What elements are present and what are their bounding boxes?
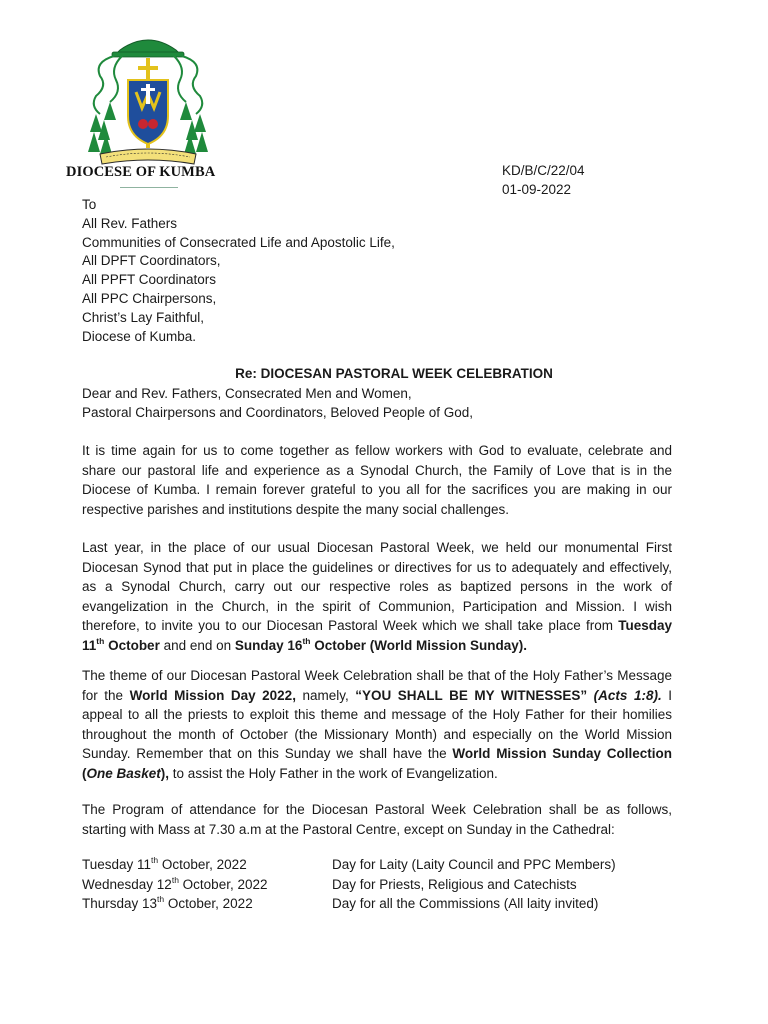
end-date [234, 635, 527, 653]
paragraph-text: The theme of our Diocesan Pastoral Week Celebration shall be that of the Holy Father’s Message for the [82, 668, 672, 703]
start-date-month: October [104, 637, 160, 653]
recipients-block [82, 196, 395, 346]
ordinal-suffix: th [302, 635, 311, 646]
address-line: All Rev. Fathers [82, 215, 178, 231]
date-day: Thursday 13 [82, 896, 158, 911]
paragraph-text: I appeal to all the priests to exploit this theme and message of the Holy Father for their homilies throughout the month of October (the Missionary Month) and especially on the World Mission Sunday. Remember that on this Sunday we shall have the [82, 687, 672, 762]
diocese-name: DIOCESE OF KUMBA [66, 164, 216, 180]
schedule-activity: Day for Priests, Religious and Catechists [332, 876, 577, 892]
schedule-date [82, 894, 267, 914]
salutation [82, 384, 473, 422]
schedule-activity: Day for Laity (Laity Council and PPC Members) [332, 857, 616, 872]
address-line: All PPC Chairpersons, [82, 290, 217, 306]
date-day: Tuesday 11 [82, 857, 152, 872]
schedule-date [82, 855, 267, 875]
schedule-activity: Day for all the Commissions (All laity invited) [332, 896, 599, 911]
theme-title: “YOU SHALL BE MY WITNESSES” [355, 687, 588, 703]
address-line: All PPFT Coordinators [82, 272, 217, 288]
collection-name: World Mission Sunday Collection ( [82, 746, 673, 781]
letter-subject: Re: DIOCESAN PASTORAL WEEK CELEBRATION [235, 366, 553, 381]
schedule-date [82, 875, 267, 895]
scripture-reference: (Acts 1:8). [587, 687, 662, 703]
address-line: Christ’s Lay Faithful, [82, 309, 205, 325]
paragraph-theme [82, 666, 672, 784]
letter-date: 01-09-2022 [502, 182, 572, 197]
schedule-activities [332, 855, 616, 914]
date-month: October, 2022 [164, 896, 253, 911]
end-date-month: October (World Mission Sunday). [310, 637, 527, 653]
schedule-dates [82, 855, 267, 914]
date-month: October, 2022 [158, 857, 247, 872]
address-line: Diocese of Kumba. [82, 328, 197, 344]
paragraph-text: Last year, in the place of our usual Diocesan Pastoral Week, we held our monumental First Diocesan Synod that put in place the guidelines or directives for us to adequately and effectively, as a Synodal Church, carry out our respective roles as baptized persons in the work of evangelization in the Church, in the spirit of Communion, Participation and Mission. I wish therefore, to invite you to our Diocesan Pastoral Week which we shall take place from [82, 540, 672, 634]
paragraph-invitation [82, 538, 672, 656]
salutation-line: Pastoral Chairpersons and Coordinators, Beloved People of God, [82, 405, 473, 420]
address-line: Communities of Consecrated Life and Apostolic Life, [82, 234, 395, 250]
ordinal-suffix: th [171, 874, 179, 885]
collection-subtitle: One Basket [86, 765, 161, 781]
collection-close: ), [160, 765, 170, 781]
paragraph-intro: It is time again for us to come together as fellow workers with God to evaluate, celebrate and share our pastoral life and experience as a Synodal Church, the Family of Love that is in the Diocese of Kumba. I remain forever grateful to you all for the sacrifices you are making in our respective parishes and institutions despite the many social challenges. [82, 443, 672, 517]
ordinal-suffix: th [96, 635, 105, 646]
address-line: All DPFT Coordinators, [82, 253, 221, 269]
ordinal-suffix: th [151, 855, 159, 865]
paragraph-text: and end on [159, 637, 235, 653]
paragraph-program: The Program of attendance for the Diocesan Pastoral Week Celebration shall be as follows, starting with Mass at 7.30 a.m at the Pastoral Centre, except on Sunday in the Cathedral: [82, 802, 672, 837]
divider [120, 187, 178, 188]
paragraph-text: namely, [295, 687, 356, 703]
reference-number: KD/B/C/22/04 [502, 163, 585, 178]
date-month: October, 2022 [178, 876, 268, 892]
ordinal-suffix: th [157, 894, 165, 904]
salutation-line: Dear and Rev. Fathers, Consecrated Men and Women, [82, 386, 412, 401]
start-date-day: Tuesday 11 [82, 618, 672, 653]
reference-block [502, 161, 585, 199]
diocese-coat-of-arms-logo [86, 28, 210, 176]
end-date-day: Sunday 16 [234, 637, 303, 653]
address-line: To [82, 197, 97, 212]
paragraph-text: to assist the Holy Father in the work of Evangelization. [169, 765, 498, 781]
date-day: Wednesday 12 [82, 876, 172, 892]
event-name: World Mission Day 2022, [129, 687, 296, 703]
